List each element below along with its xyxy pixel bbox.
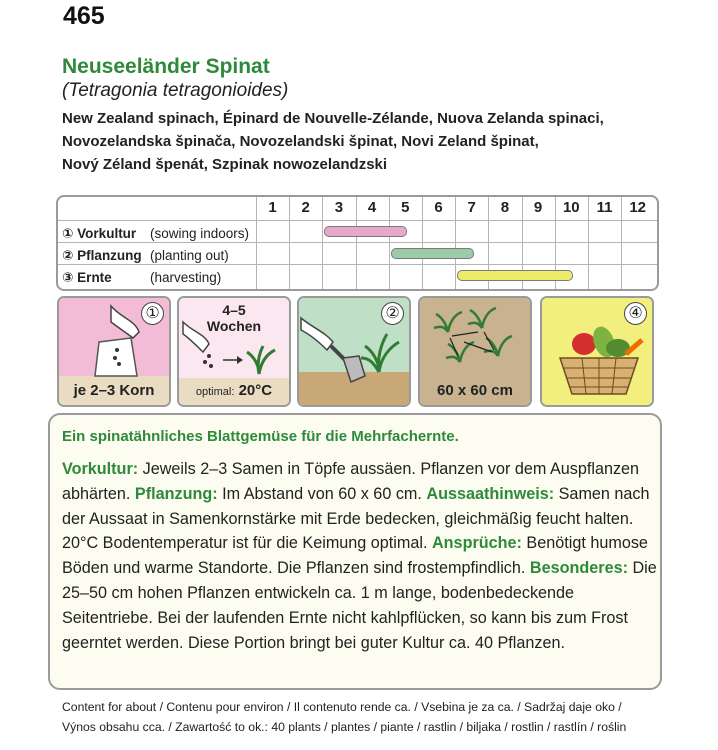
translation-line-3: Nový Zéland špenát, Szpinak nowozelandzski (62, 156, 388, 173)
description-lead: Ein spinatähnliches Blattgemüse für die Mehrfachernte. (62, 428, 459, 445)
row-subtitle: (planting out) (150, 248, 229, 263)
product-title: Neuseeländer Spinat (62, 55, 270, 78)
optimal-temperature-label: optimal: 20°C (195, 382, 273, 399)
grid-line (58, 242, 657, 243)
grid-line (322, 197, 323, 289)
section-heading: Aussaathinweis: (426, 484, 555, 503)
period-bar (391, 248, 474, 259)
section-text: Jeweils 2–3 Samen in Töpfe aussäen. Pflanzen vor dem Auspflanzen abhärten. (62, 460, 640, 503)
month-header: 8 (500, 199, 510, 216)
row-title: ③ Ernte (62, 270, 112, 285)
plant-spacing-label: 60 x 60 cm (437, 382, 513, 399)
section-text: Die 25–50 cm hohen Pflanzen entwickeln ca. 1 m lange, bodenbedeckende Seitentriebe. Bei der laufenden Ernte nicht kahlpflücken, so kann bis zum Frost geerntet werden. Diese Portion bringt bei guter Kultur ca. 40 Pflanzen. (62, 559, 657, 652)
calendar-row-label (62, 248, 229, 264)
month-header: 10 (562, 199, 580, 216)
product-number: 465 (63, 2, 105, 30)
month-header: 5 (401, 199, 410, 216)
footer-line-2: Výnos obsahu cca. / Zawartość to ok.: 40 plants / plantes / piante / rastlin / biljaka / rostlin / rastlín / roślin (62, 720, 627, 734)
pictogram-planting (297, 296, 411, 407)
section-text: Im Abstand von 60 x 60 cm. (217, 484, 427, 503)
pictogram-spacing (418, 296, 532, 407)
grid-line (256, 197, 257, 289)
step-badge: ④ (624, 302, 647, 325)
row-subtitle: (sowing indoors) (150, 226, 250, 241)
footer-line-1: Content for about / Contenu pour environ / Il contenuto rende ca. / Vsebina je za ca. / Sadržaj daje oko / (62, 700, 622, 714)
weeks-number: 4–5 (222, 302, 246, 318)
seeds-per-pot-label: je 2–3 Korn (73, 382, 155, 399)
row-subtitle: (harvesting) (150, 270, 222, 285)
weeks-word: Wochen (206, 318, 262, 334)
grid-line (58, 220, 657, 221)
month-header: 12 (629, 199, 647, 216)
section-heading: Ansprüche: (431, 534, 522, 553)
sowing-calendar (56, 195, 659, 291)
section-heading: Pflanzung: (134, 484, 218, 503)
grid-line (389, 197, 390, 289)
grid-line (58, 264, 657, 265)
pictogram-germination (177, 296, 291, 407)
pictogram-sowing (57, 296, 171, 407)
grid-line (621, 197, 622, 289)
step-badge: ② (381, 302, 404, 325)
grid-line (356, 197, 357, 289)
period-bar (457, 270, 573, 281)
calendar-row-label (62, 226, 250, 242)
grid-line (588, 197, 589, 289)
translation-line-1: New Zealand spinach, Épinard de Nouvelle-Zélande, Nuova Zelanda spinaci, (62, 110, 604, 127)
month-header: 1 (268, 199, 277, 216)
month-header: 11 (596, 199, 613, 216)
latin-name: (Tetragonia tetragonioides) (62, 80, 289, 101)
section-heading: Besonderes: (529, 559, 628, 578)
grid-line (289, 197, 290, 289)
calendar-row-label (62, 270, 222, 286)
month-header: 4 (367, 199, 377, 216)
month-header: 9 (533, 199, 543, 216)
description-body (62, 457, 658, 655)
description-box (48, 413, 662, 690)
month-header: 6 (434, 199, 443, 216)
section-heading: Vorkultur: (62, 460, 139, 478)
row-title: ① Vorkultur (62, 226, 137, 241)
translation-line-2: Novozelandska špinača, Novozelandski špinat, Novi Zeland špinat, (62, 133, 539, 150)
month-header: 3 (334, 199, 344, 216)
section-text: Benötigt humose Böden und warme Standorte. Die Pflanzen sind frostempfindlich. (62, 534, 648, 578)
month-header: 2 (301, 199, 310, 216)
month-header: 7 (467, 199, 476, 216)
step-badge: ① (141, 302, 164, 325)
row-title: ② Pflanzung (62, 248, 142, 263)
grid-line (455, 197, 456, 289)
grid-line (422, 197, 423, 289)
period-bar (324, 226, 407, 237)
pictogram-harvest (540, 296, 654, 407)
section-text: Samen nach der Aussaat in Samenkornstärke mit Erde bedecken, gleichmäßig feucht halten. 20°C Bodentemperatur ist für die Keimung optimal. (62, 484, 650, 553)
